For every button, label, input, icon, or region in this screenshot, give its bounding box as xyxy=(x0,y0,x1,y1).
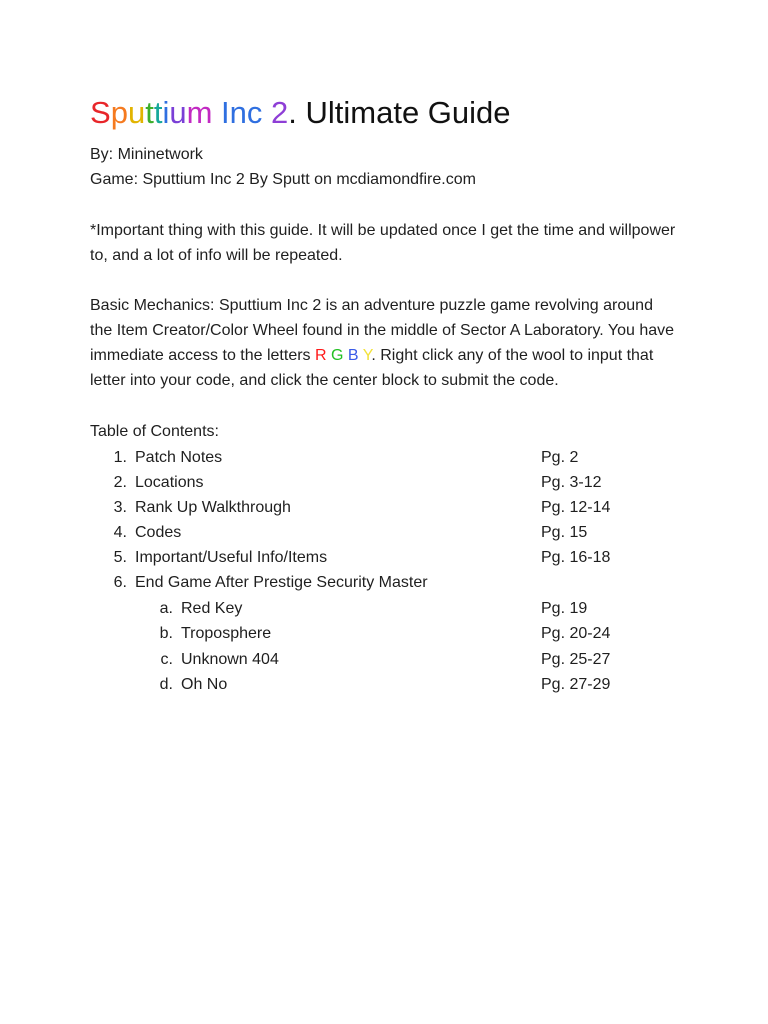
mechanics-line-3-suffix: . Right click any of the wool to input that xyxy=(371,347,654,364)
toc-number: 3. xyxy=(113,499,127,516)
toc-sub-label: Troposphere xyxy=(181,625,272,642)
toc-sub-letter: b. xyxy=(159,625,173,642)
toc-number: 1. xyxy=(113,449,127,466)
toc-label: End Game After Prestige Security Master xyxy=(135,574,428,591)
letter-b: B xyxy=(347,347,359,364)
toc-number: 2. xyxy=(113,474,127,491)
toc-label: Locations xyxy=(135,474,204,491)
toc-label: Patch Notes xyxy=(135,449,223,466)
toc-number: 4. xyxy=(113,524,127,541)
toc-sub-letter: d. xyxy=(159,676,173,693)
toc-sub-page: Pg. 19 xyxy=(541,600,588,617)
title-letter: p xyxy=(110,95,128,130)
title-letter: t xyxy=(153,95,163,130)
letter-y: Y xyxy=(362,347,372,364)
toc-label: Important/Useful Info/Items xyxy=(135,549,328,566)
toc-sub-page: Pg. 25-27 xyxy=(541,651,611,668)
toc-page: Pg. 3-12 xyxy=(541,474,602,491)
note-line-1: *Important thing with this guide. It will be updated once I get the time and willpower xyxy=(90,222,676,239)
title-letter: I xyxy=(221,95,230,130)
author-line: By: Mininetwork xyxy=(90,146,203,163)
title-letter: u xyxy=(127,95,146,130)
title-rest: . Ultimate Guide xyxy=(288,95,511,130)
title-letter: m xyxy=(186,95,213,130)
toc-sub-page: Pg. 20-24 xyxy=(541,625,611,642)
title-letter: i xyxy=(162,95,170,130)
title-letter: c xyxy=(246,95,263,130)
toc-sub-letter: c. xyxy=(160,651,173,668)
title-letter: t xyxy=(145,95,154,130)
toc-sub-label: Red Key xyxy=(181,600,243,617)
title-letter: 2 xyxy=(271,95,289,130)
title-letter: u xyxy=(169,95,187,130)
toc-label: Codes xyxy=(135,524,182,541)
mechanics-line-3-prefix: immediate access to the letters xyxy=(90,347,315,364)
mechanics-line-2: the Item Creator/Color Wheel found in the middle of Sector A Laboratory. You have xyxy=(90,322,675,339)
letter-g: G xyxy=(331,347,344,364)
toc-number: 6. xyxy=(113,574,127,591)
toc-sub-label: Oh No xyxy=(181,676,228,693)
toc-number: 5. xyxy=(113,549,127,566)
toc-sub-label: Unknown 404 xyxy=(181,651,279,668)
toc-page: Pg. 12-14 xyxy=(541,499,611,516)
note-line-2: to, and a lot of info will be repeated. xyxy=(90,247,343,264)
mechanics-line-1: Basic Mechanics: Sputtium Inc 2 is an adventure puzzle game revolving around xyxy=(90,297,653,314)
toc-page: Pg. 2 xyxy=(541,449,579,466)
document-title xyxy=(90,93,511,133)
toc-page: Pg. 15 xyxy=(541,524,588,541)
letter-r: R xyxy=(314,347,327,364)
mechanics-line-3 xyxy=(90,343,653,368)
toc-label: Rank Up Walkthrough xyxy=(135,499,291,516)
title-letter: n xyxy=(229,95,247,130)
title-letter: S xyxy=(90,95,111,130)
title-letter xyxy=(262,95,271,130)
toc-page: Pg. 16-18 xyxy=(541,549,611,566)
toc-heading: Table of Contents: xyxy=(90,423,219,440)
title-letter xyxy=(212,95,221,130)
mechanics-line-4: letter into your code, and click the center block to submit the code. xyxy=(90,372,559,389)
game-line: Game: Sputtium Inc 2 By Sputt on mcdiamondfire.com xyxy=(90,171,476,188)
toc-sub-page: Pg. 27-29 xyxy=(541,676,611,693)
toc-sub-letter: a. xyxy=(159,600,173,617)
